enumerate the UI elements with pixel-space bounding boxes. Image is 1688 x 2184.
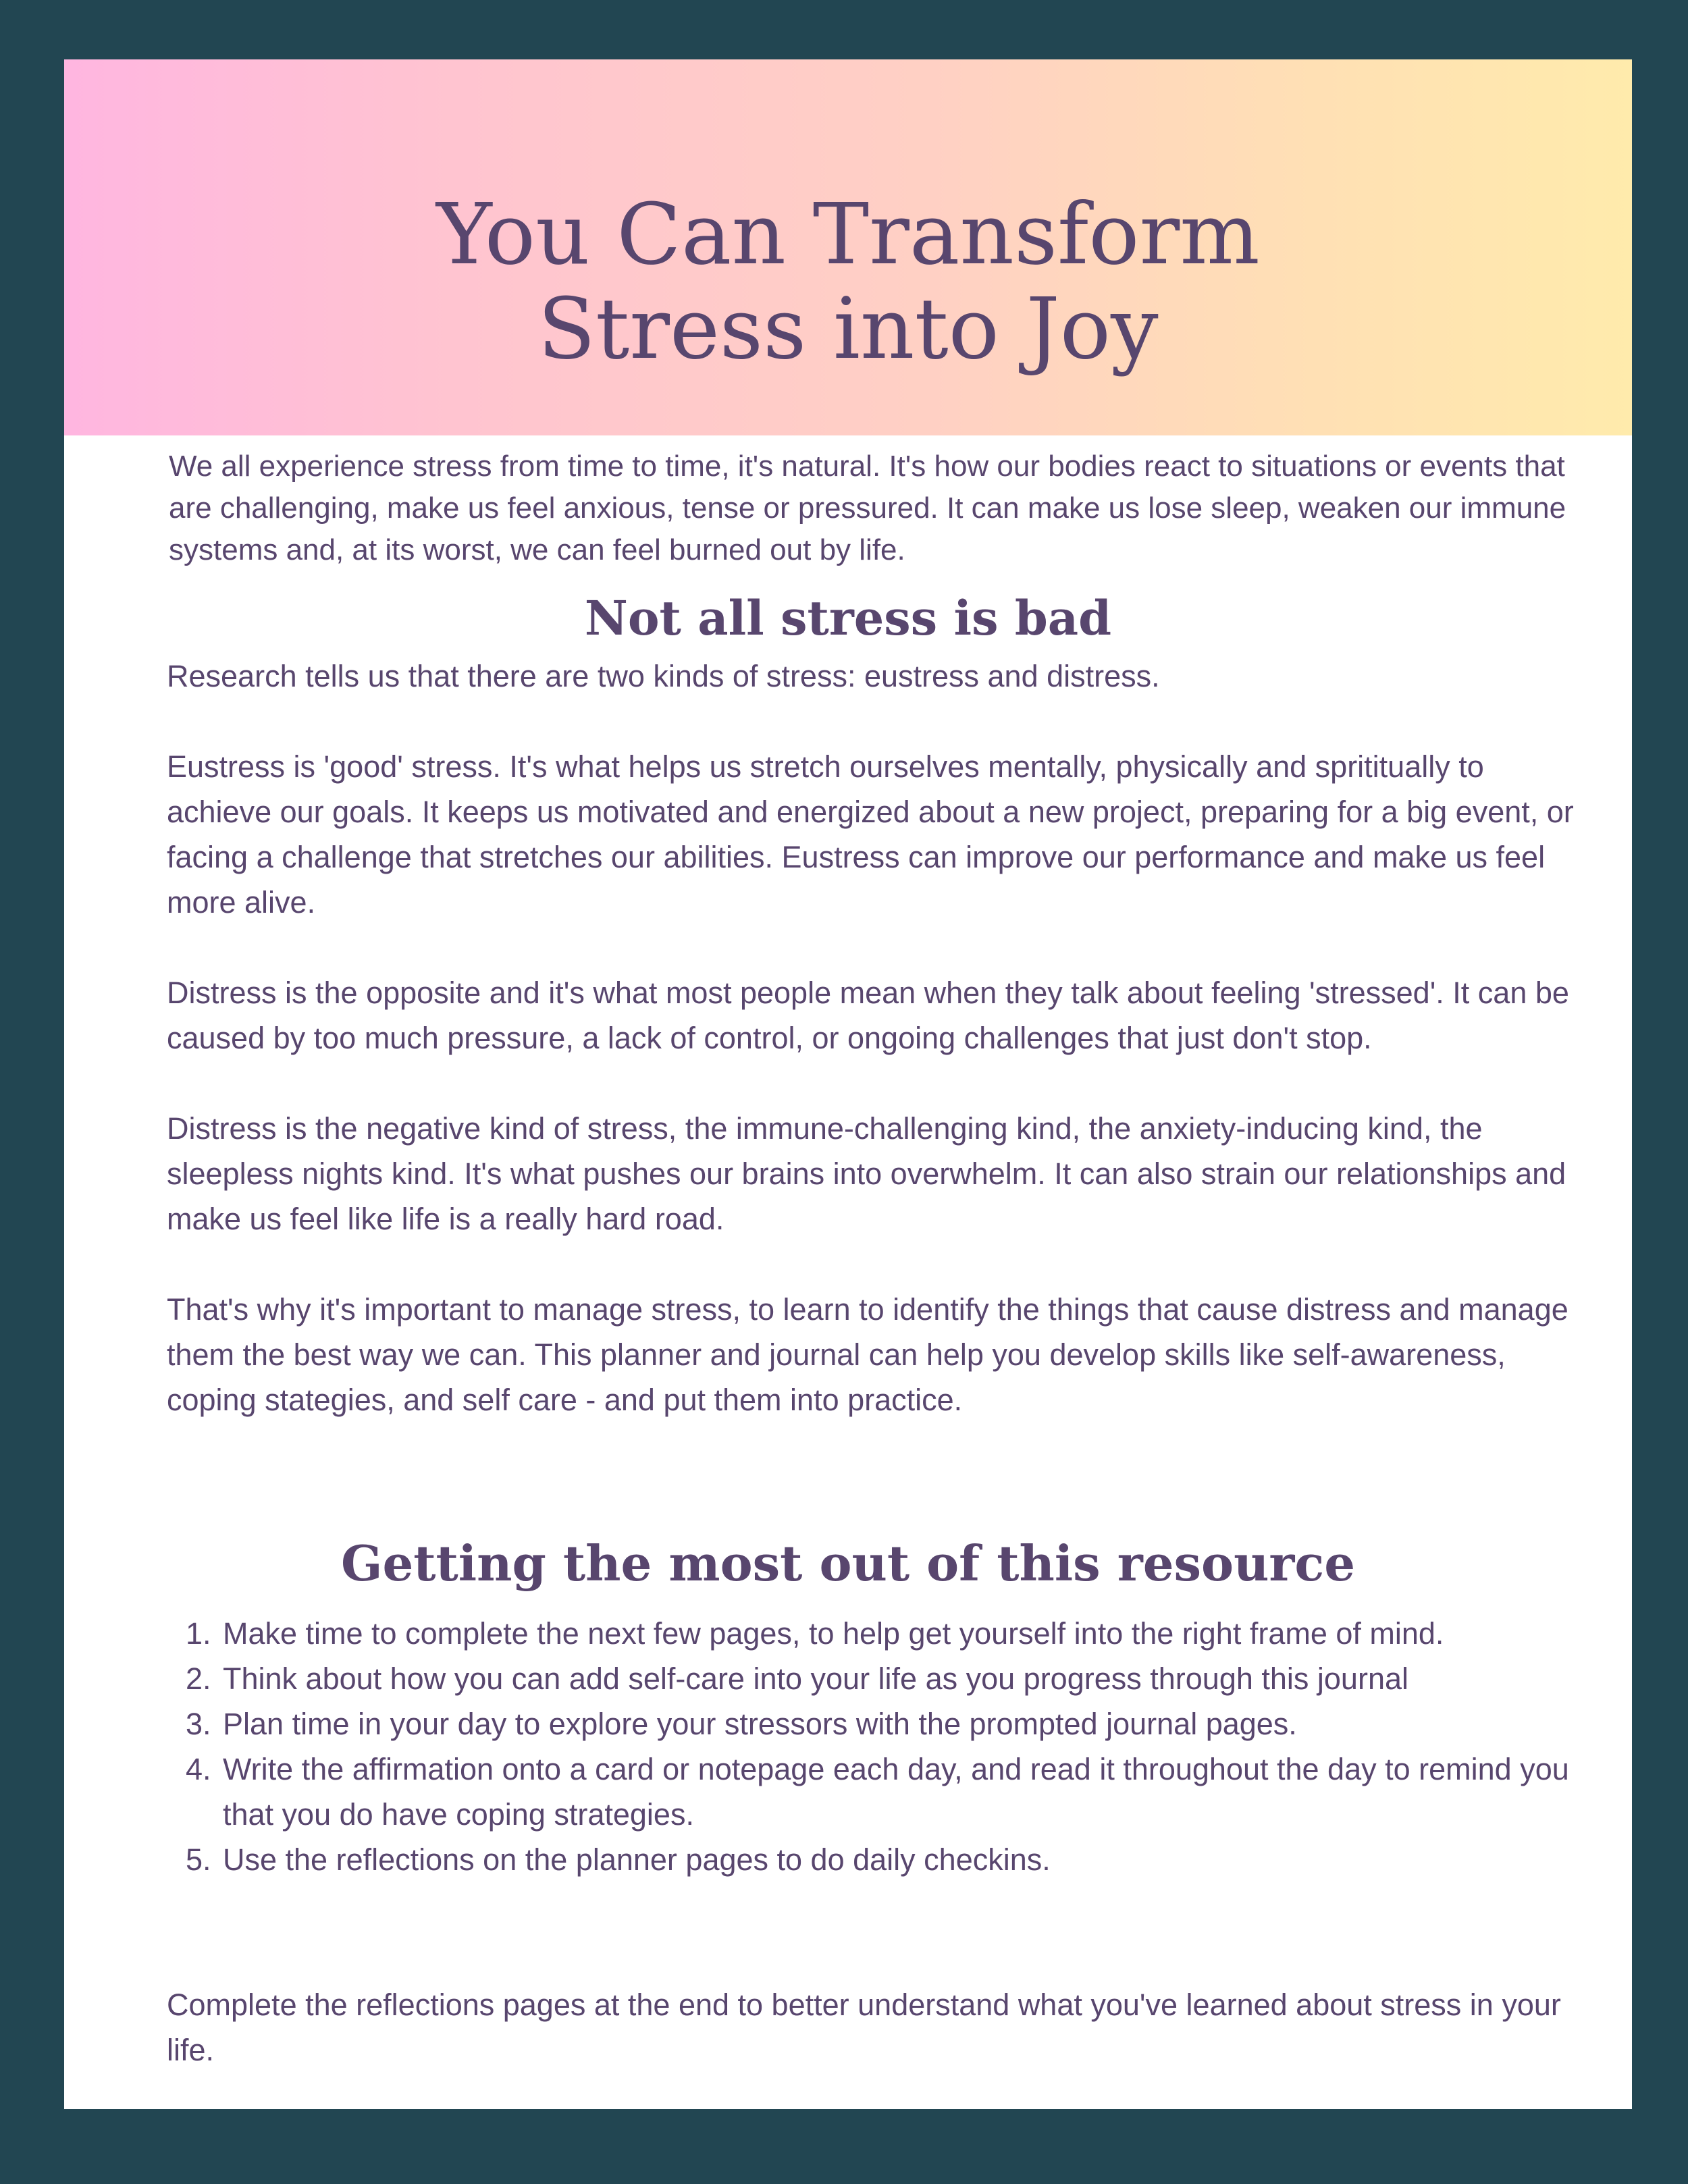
list-item [167, 1837, 1591, 1882]
list-text: Write the affirmation onto a card or notepage each day, and read it throughout the day to remind you that you do have coping strategies. [223, 1752, 1569, 1832]
section-heading-stress: Not all stress is bad [584, 590, 1112, 646]
list-number: 3. [186, 1707, 211, 1741]
paragraph: Distress is the opposite and it's what most people mean when they talk about feeling 'stressed'. It can be caused by too much pressure, a lack of control, or ongoing challenges that just don't stop. [167, 976, 1569, 1055]
page-title [64, 188, 1632, 377]
document-page [64, 59, 1632, 2109]
list-number: 5. [186, 1842, 211, 1877]
section-body-stress [167, 654, 1591, 1468]
list-text: Think about how you can add self-care into your life as you progress through this journal [223, 1661, 1408, 1696]
paragraph: That's why it's important to manage stress, to learn to identify the things that cause distress and manage them the best way we can. This planner and journal can help you develop skills like self-awareness, coping stategies, and self care - and put them into practice. [167, 1292, 1568, 1417]
title-line-1: You Can Transform [436, 186, 1260, 284]
steps-list [167, 1611, 1591, 1882]
paragraph: Distress is the negative kind of stress, the immune-challenging kind, the anxiety-inducing kind, the sleepless nights kind. It's what pushes our brains into overwhelm. It can also strain our relationships and make us feel like life is a really hard road. [167, 1111, 1566, 1236]
closing-paragraph: Complete the reflections pages at the end to better understand what you've learned about stress in your life. [167, 1988, 1561, 2067]
paragraph: Research tells us that there are two kinds of stress: eustress and distress. [167, 659, 1160, 693]
title-line-2: Stress into Joy [537, 280, 1159, 378]
list-text: Make time to complete the next few pages, to help get yourself into the right frame of mind. [223, 1616, 1444, 1651]
list-number: 2. [186, 1661, 211, 1696]
list-item [167, 1656, 1591, 1701]
list-number: 1. [186, 1616, 211, 1651]
list-item [167, 1701, 1591, 1747]
list-text: Plan time in your day to explore your stressors with the prompted journal pages. [223, 1707, 1297, 1741]
list-item [167, 1747, 1591, 1837]
paragraph: Eustress is 'good' stress. It's what helps us stretch ourselves mentally, physically and sprititually to achieve our goals. It keeps us motivated and energized about a new project, preparing for a big event, or facing a challenge that stretches our abilities. Eustress can improve our performance and make us feel more alive. [167, 749, 1574, 920]
list-text: Use the reflections on the planner pages to do daily checkins. [223, 1842, 1051, 1877]
list-number: 4. [186, 1752, 211, 1786]
section-heading-resource: Getting the most out of this resource [340, 1535, 1355, 1592]
intro-paragraph: We all experience stress from time to time, it's natural. It's how our bodies react to situations or events that are challenging, make us feel anxious, tense or pressured. It can make us lose sleep, weaken our immune systems and, at its worst, we can feel burned out by life. [169, 450, 1566, 566]
list-item [167, 1611, 1591, 1656]
